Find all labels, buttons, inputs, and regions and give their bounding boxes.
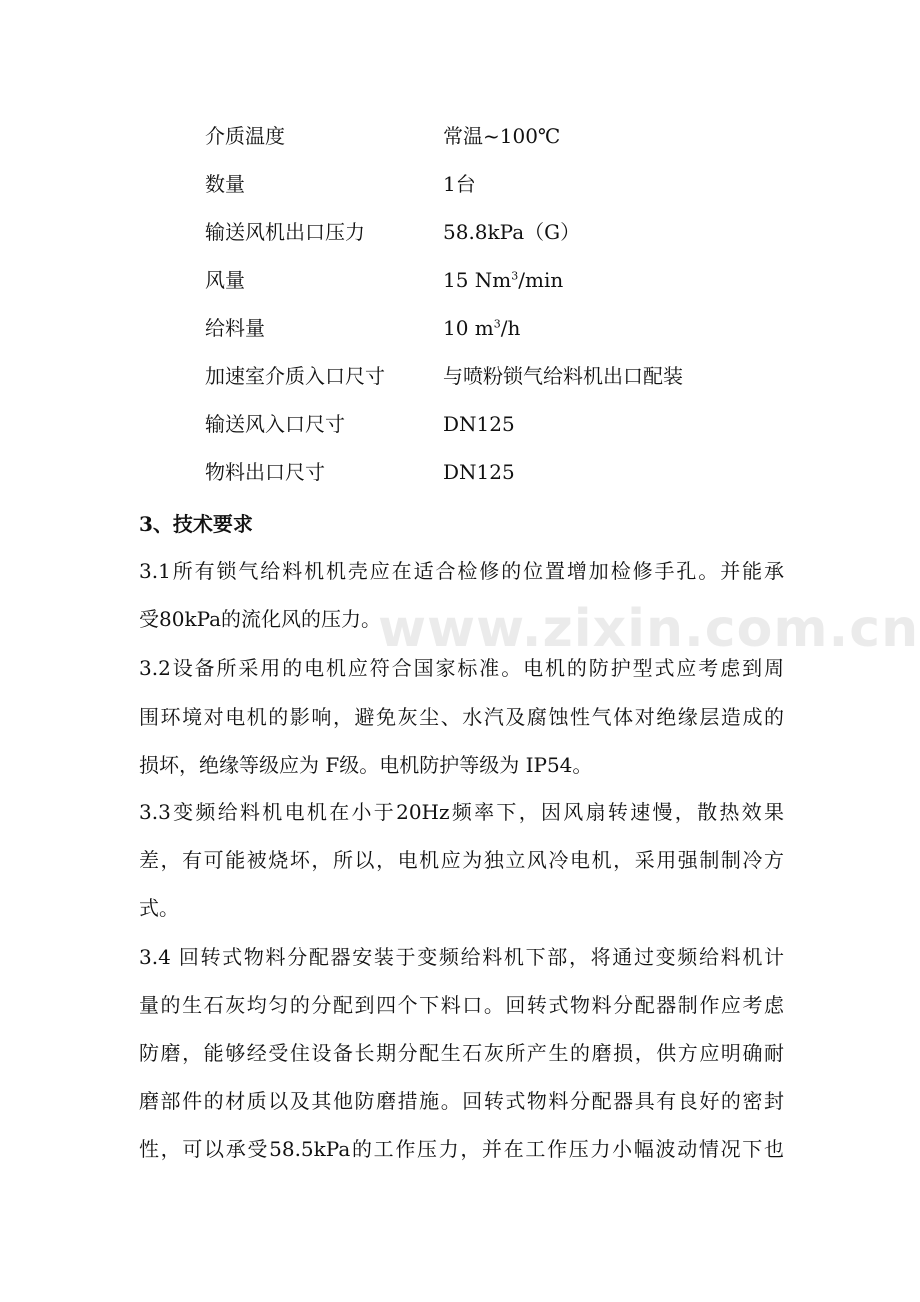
value-text: 15 Nm <box>443 268 512 292</box>
spec-row <box>0 404 920 444</box>
paragraph-line: 损坏，绝缘等级应为 F级。电机防护等级为 IP54。 <box>139 753 593 777</box>
superscript: 3 <box>493 317 501 331</box>
spec-value: 常温~100℃ <box>443 124 561 148</box>
section-heading: 3、技术要求 <box>139 512 253 536</box>
paragraph-line: 受80kPa的流化风的压力。 <box>139 607 382 631</box>
paragraph-line: 3.3变频给料机电机在小于20Hz频率下，因风扇转速慢，散热效果 <box>139 800 784 824</box>
superscript: 3 <box>511 269 519 283</box>
spec-label: 风量 <box>205 268 245 292</box>
value-text: 10 m <box>443 316 494 340</box>
spec-label: 输送风入口尺寸 <box>205 412 345 436</box>
paragraph-line: 3.2设备所采用的电机应符合国家标准。电机的防护型式应考虑到周 <box>139 656 784 680</box>
spec-value <box>443 260 563 300</box>
paragraph-line: 磨部件的材质以及其他防磨措施。回转式物料分配器具有良好的密封 <box>139 1089 784 1113</box>
paragraph-line: 3.1所有锁气给料机机壳应在适合检修的位置增加检修手孔。并能承 <box>139 559 784 583</box>
spec-row <box>0 356 920 396</box>
spec-value <box>443 308 520 348</box>
spec-row <box>0 212 920 252</box>
spec-value: DN125 <box>443 460 515 484</box>
spec-label: 加速室介质入口尺寸 <box>205 364 385 388</box>
spec-row <box>0 260 920 300</box>
spec-row <box>0 116 920 156</box>
paragraph-line: 量的生石灰均匀的分配到四个下料口。回转式物料分配器制作应考虑 <box>139 993 784 1017</box>
paragraph-line: 差，有可能被烧坏，所以，电机应为独立风冷电机，采用强制制冷方 <box>139 848 784 872</box>
paragraph-line: 性，可以承受58.5kPa的工作压力，并在工作压力小幅波动情况下也 <box>139 1137 784 1161</box>
spec-label: 物料出口尺寸 <box>205 460 325 484</box>
spec-row <box>0 452 920 492</box>
paragraph-line: 防磨，能够经受住设备长期分配生石灰所产生的磨损，供方应明确耐 <box>139 1041 784 1065</box>
spec-value: 1台 <box>443 172 476 196</box>
spec-label: 介质温度 <box>205 124 285 148</box>
watermark: www.zixin.com.cn <box>378 599 920 659</box>
spec-value: 与喷粉锁气给料机出口配装 <box>443 364 683 388</box>
spec-row <box>0 164 920 204</box>
paragraph-line: 式。 <box>139 896 179 920</box>
spec-label: 给料量 <box>205 316 265 340</box>
spec-row <box>0 308 920 348</box>
paragraph-line: 围环境对电机的影响，避免灰尘、水汽及腐蚀性气体对绝缘层造成的 <box>139 705 784 729</box>
paragraph-line: 3.4 回转式物料分配器安装于变频给料机下部，将通过变频给料机计 <box>139 945 784 969</box>
spec-label: 数量 <box>205 172 245 196</box>
spec-value: 58.8kPa（G） <box>443 220 581 244</box>
value-text: /h <box>500 316 521 340</box>
value-text: /min <box>518 268 564 292</box>
spec-value: DN125 <box>443 412 515 436</box>
spec-label: 输送风机出口压力 <box>205 220 365 244</box>
